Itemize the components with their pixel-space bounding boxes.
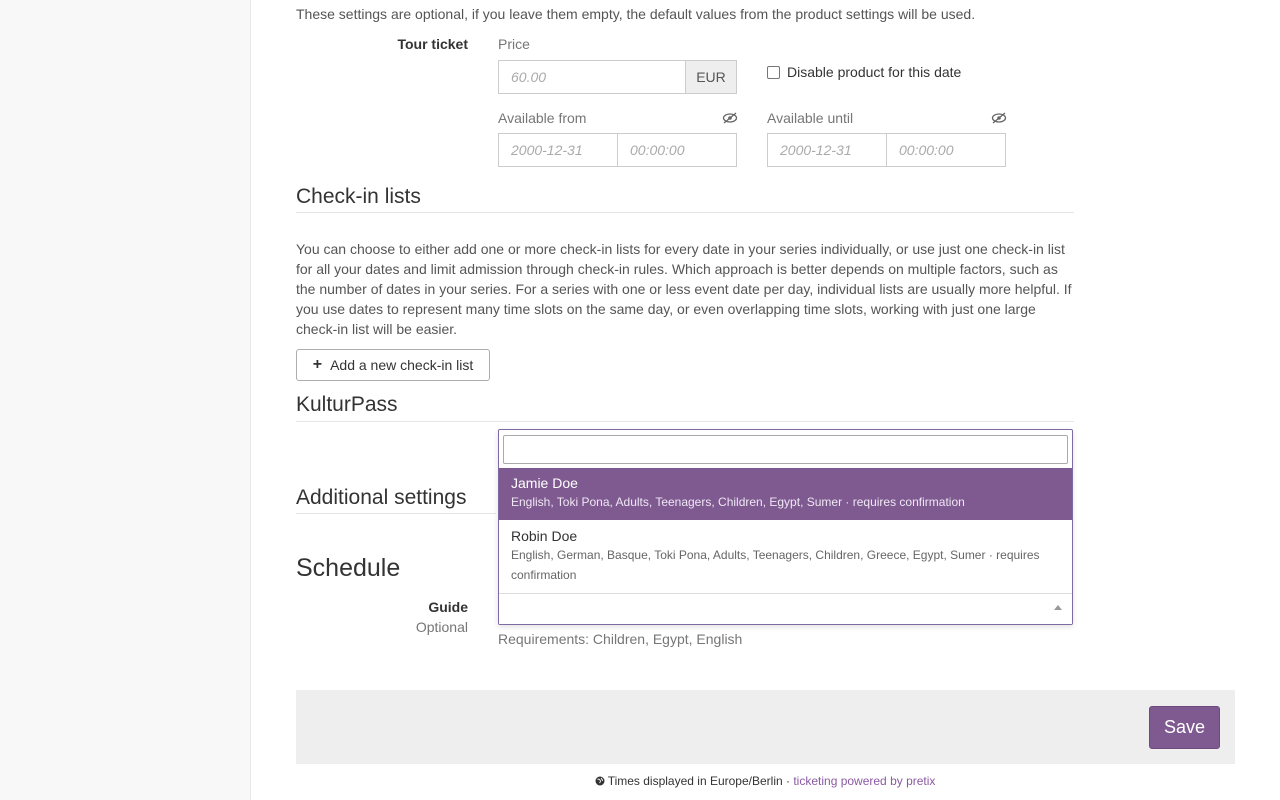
page-footer <box>0 774 1280 788</box>
guide-dropdown <box>498 429 1073 625</box>
available-until-label: Available until <box>767 110 854 126</box>
guide-option-jamie-doe[interactable] <box>499 468 1072 520</box>
available-from-label: Available from <box>498 110 587 126</box>
available-from-date-input[interactable]: 2000-12-31 <box>498 133 618 167</box>
save-button[interactable]: Save <box>1149 706 1220 749</box>
disable-product-label: Disable product for this date <box>787 64 962 80</box>
tour-ticket-label: Tour ticket <box>397 36 468 52</box>
globe-icon <box>595 774 608 788</box>
disable-product-checkbox-row[interactable] <box>767 64 961 80</box>
disable-product-checkbox[interactable] <box>767 66 780 79</box>
divider <box>296 212 1074 213</box>
divider <box>296 421 1074 422</box>
option-name: Robin Doe <box>511 528 578 544</box>
guide-search-input[interactable] <box>503 435 1068 464</box>
eye-slash-icon[interactable] <box>722 112 738 127</box>
powered-by-link[interactable]: ticketing powered by pretix <box>793 774 936 788</box>
form-actions-bar <box>296 690 1235 764</box>
guide-optional-label: Optional <box>415 619 468 635</box>
available-until-time-input[interactable]: 00:00:00 <box>886 133 1006 167</box>
option-meta: English, Toki Pona, Adults, Teenagers, Children, Egypt, Sumer · requires confirmation <box>511 495 965 509</box>
caret-up-icon <box>1054 605 1062 610</box>
option-meta: English, German, Basque, Toki Pona, Adults, Teenagers, Children, Greece, Egypt, Sumer · requires confirmation <box>511 548 1040 582</box>
available-from-time-input[interactable]: 00:00:00 <box>617 133 737 167</box>
divider <box>296 513 496 514</box>
guide-option-robin-doe[interactable] <box>499 520 1072 592</box>
guide-requirements: Requirements: Children, Egypt, English <box>498 631 743 647</box>
schedule-heading: Schedule <box>296 554 401 582</box>
price-label: Price <box>498 36 530 52</box>
available-until-date-input[interactable]: 2000-12-31 <box>767 133 887 167</box>
sidebar <box>0 0 251 800</box>
add-checkin-list-label: Add a new check-in list <box>330 357 474 373</box>
timezone-text: Times displayed in Europe/Berlin · <box>607 774 790 788</box>
eye-slash-icon[interactable] <box>991 112 1007 127</box>
additional-settings-heading: Additional settings <box>296 486 467 509</box>
currency-addon: EUR <box>685 60 737 94</box>
option-name: Jamie Doe <box>511 475 578 491</box>
add-checkin-list-button[interactable] <box>296 349 490 381</box>
optional-settings-note: These settings are optional, if you leave them empty, the default values from the product settings will be used. <box>296 6 976 22</box>
guide-select[interactable] <box>499 593 1072 624</box>
price-input[interactable]: 60.00 <box>498 60 686 94</box>
guide-label: Guide <box>428 599 468 615</box>
checkin-lists-heading: Check-in lists <box>296 185 421 208</box>
checkin-description: You can choose to either add one or more check-in lists for every date in your series individually, or use just one check-in list for all your dates and limit admission through check-in rules. Which approach is better depends on multiple factors, such as the number of dates in your series. For a series with one or less event date per day, individual lists are usually more helpful. If you use dates to represent many time slots on the same day, or even overlapping time slots, working with just one large check-in list will be easier. <box>296 241 1072 337</box>
kulturpass-heading: KulturPass <box>296 393 398 416</box>
plus-icon: + <box>312 356 323 373</box>
